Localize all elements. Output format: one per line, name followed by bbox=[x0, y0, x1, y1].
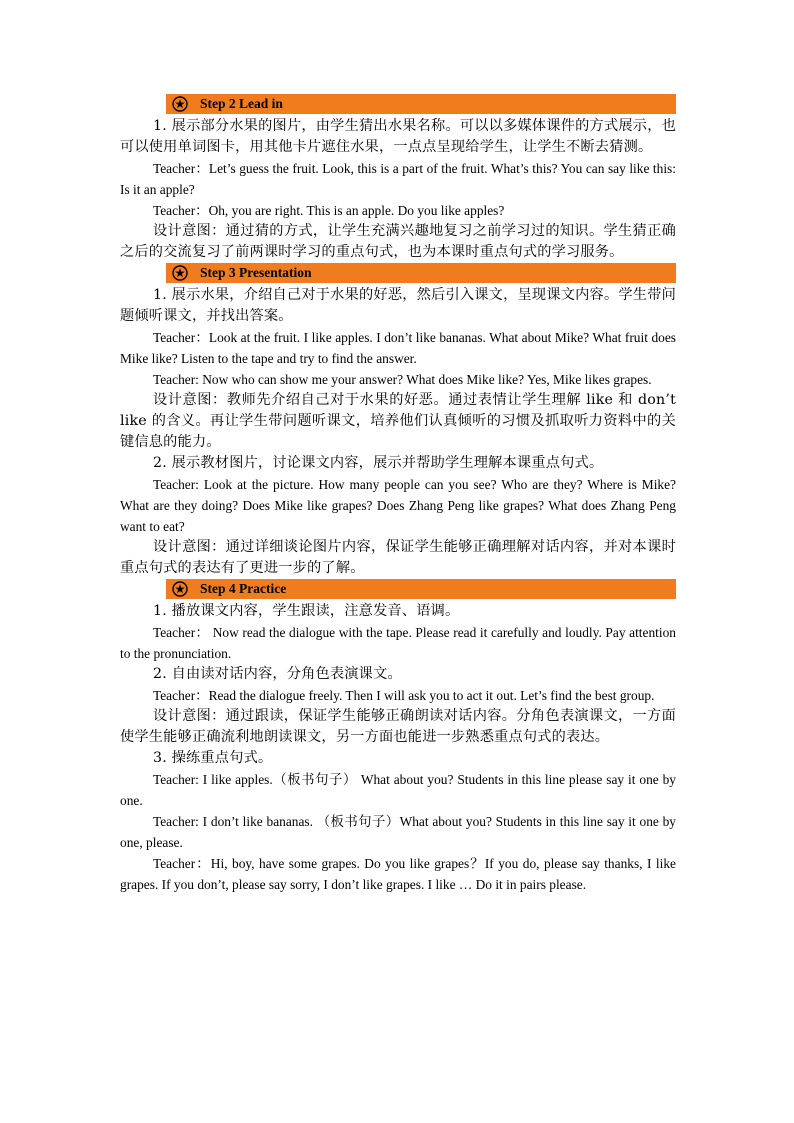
step3-para-2: Teacher：Look at the fruit. I like apples. I don’t like bananas. What about Mike? What fruit does Mike like? Listen to the tape and try to find the answer. bbox=[120, 330, 676, 366]
step4-para-7: Teacher: I like apples.（板书句子） What about you? Students in this line please say it one by one. bbox=[120, 772, 676, 808]
step2-para-4: 设计意图：通过猜的方式，让学生充满兴趣地复习之前学习过的知识。学生猜正确之后的交流复习了前两课时学习的重点句式，也为本课时重点句式的学习服务。 bbox=[120, 223, 676, 260]
step4-para-8: Teacher: I don’t like bananas. （板书句子）What about you? Students in this line say it one by one, please. bbox=[120, 814, 676, 850]
step3-header-bar bbox=[166, 263, 676, 283]
step4-para-9: Teacher：Hi, boy, have some grapes. Do you like grapes？If you do, please say thanks, I like grapes. If you don’t, please say sorry, I don’t like grapes. I like … Do it in pairs please. bbox=[120, 856, 676, 892]
step2-para-3: Teacher：Oh, you are right. This is an apple. Do you like apples? bbox=[153, 203, 505, 218]
step4-para-4: Teacher：Read the dialogue freely. Then I will ask you to act it out. Let’s find the best group. bbox=[153, 688, 655, 703]
lesson-plan-page bbox=[120, 94, 676, 895]
step3-para-6: Teacher: Look at the picture. How many people can you see? Who are they? Where is Mike? What are they doing? Does Mike like grapes? Does Zhang Peng like grapes? What does Zhang Peng want to eat? bbox=[120, 477, 676, 534]
step2-para-2: Teacher：Let’s guess the fruit. Look, this is a part of the fruit. What’s this? You can say like this: Is it an apple? bbox=[120, 161, 676, 197]
step3-para-5: 2. 展示教材图片，讨论课文内容，展示并帮助学生理解本课重点句式。 bbox=[153, 455, 604, 471]
step3-para-7: 设计意图：通过详细谈论图片内容，保证学生能够正确理解对话内容，并对本课时重点句式的表达有了更进一步的了解。 bbox=[120, 539, 676, 576]
step4-para-3: 2. 自由读对话内容，分角色表演课文。 bbox=[153, 666, 402, 682]
step3-para-1: 1. 展示水果，介绍自己对于水果的好恶，然后引入课文，呈现课文内容。学生带问题倾听课文，并找出答案。 bbox=[120, 287, 676, 324]
star-circle-icon bbox=[172, 265, 188, 281]
step4-title: Step 4 Practice bbox=[200, 581, 287, 596]
step3-para-4: 设计意图：教师先介绍自己对于水果的好恶。通过表情让学生理解 like 和 don’t like 的含义。再让学生带问题听课文，培养他们认真倾听的习惯及抓取听力资料中的关键信息的能力。 bbox=[120, 392, 676, 450]
step4-header-bar bbox=[166, 579, 676, 599]
step4-para-5: 设计意图：通过跟读，保证学生能够正确朗读对话内容。分角色表演课文，一方面使学生能够正确流利地朗读课文，另一方面也能进一步熟悉重点句式的表达。 bbox=[120, 708, 676, 745]
star-circle-icon bbox=[172, 96, 188, 112]
step4-para-6: 3. 操练重点句式。 bbox=[153, 750, 273, 766]
step3-para-3: Teacher: Now who can show me your answer? What does Mike like? Yes, Mike likes grapes. bbox=[153, 372, 652, 387]
step2-para-1: 1. 展示部分水果的图片，由学生猜出水果名称。可以以多媒体课件的方式展示，也可以使用单词图卡，用其他卡片遮住水果，一点点呈现给学生，让学生不断去猜测。 bbox=[120, 118, 676, 155]
step2-title: Step 2 Lead in bbox=[200, 96, 283, 111]
step4-para-1: 1. 播放课文内容，学生跟读，注意发音、语调。 bbox=[153, 603, 460, 619]
step2-header-bar bbox=[166, 94, 676, 114]
step4-para-2: Teacher： Now read the dialogue with the tape. Please read it carefully and loudly. Pay attention to the pronunciation. bbox=[120, 625, 676, 661]
star-circle-icon bbox=[172, 581, 188, 597]
step3-title: Step 3 Presentation bbox=[200, 265, 312, 280]
